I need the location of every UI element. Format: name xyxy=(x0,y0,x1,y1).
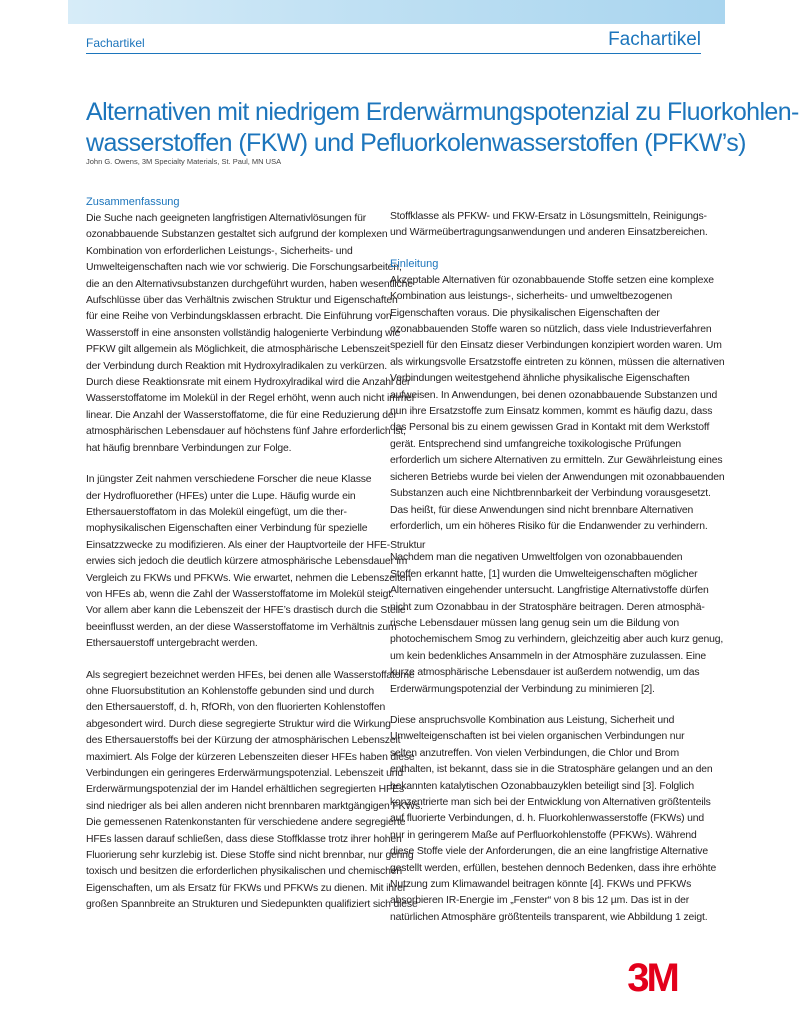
text-line: Alternativen eingehender untersucht. Langfristige Alternativstoffe dürfen xyxy=(390,585,709,597)
text-line: Durch diese Reaktionsrate mit einem Hydroxylradikal wird die Anzahl der xyxy=(86,377,411,389)
text-line: Kombination von erforderlichen Leistungs-, Sicherheits- und xyxy=(86,245,353,257)
text-line: PFKW gilt allgemein als Möglichkeit, die atmosphärische Lebenszeit xyxy=(86,344,390,356)
text-line: gerät. Entsprechend sind umfangreiche toxikologische Prüfungen xyxy=(390,438,682,450)
text-line: maximiert. Als Folge der kürzeren Lebenszeiten dieser HFEs haben diese xyxy=(86,751,415,763)
text-line: ozonabbauenden Stoffe waren so nützlich, dass viele Industrieverfahren xyxy=(390,324,712,336)
text-line: Verbindungen weitestgehend ähnliche physikalische Eigenschaften xyxy=(390,373,690,385)
text-line: nun ihre Ersatzstoffe zum Einsatz kommen, kommt es häufig dazu, dass xyxy=(390,406,713,418)
right-column xyxy=(390,209,725,941)
text-line: das Personal bis zu einem gewissen Grad in Kontakt mit dem Werkstoff xyxy=(390,422,710,434)
text-line: Stoffklasse als PFKW- und FKW-Ersatz in Lösungsmitteln, Reinigungs- xyxy=(390,211,707,222)
text-line: selten anzutreffen. Von vielen Verbindungen, die Chlor und Brom xyxy=(390,747,680,759)
text-line: Nutzung zum Klimawandel beitragen könnte [4]. FKWs und PFKWs xyxy=(390,879,692,891)
text-line: hat häufig brennbare Verbindungen zur Folge. xyxy=(86,442,292,454)
text-line: bekannten katalytischen Ozonabbauzyklen beteiligt sind [3]. Folglich xyxy=(390,780,695,792)
text-line: Nachdem man die negativen Umweltfolgen von ozonabbauenden xyxy=(390,552,683,564)
text-line: Eigenschaften voraus. Die physikalischen Eigenschaften der xyxy=(390,307,660,319)
text-line: sicheren Betriebs wurde bei vielen der Anwendungen mit ozonabbauenden xyxy=(390,471,725,483)
text-line: der Verbindung durch Reaktion mit Hydroxylradikalen zu verkürzen. xyxy=(86,360,387,372)
paragraph xyxy=(86,668,423,914)
text-line: Substanzen auch eine Nichtbrennbarkeit der Verbindung vorausgesetzt. xyxy=(390,488,711,500)
text-line: und Wärmeübertragungsanwendungen und anderen Einsatzbereichen. xyxy=(390,227,708,239)
text-line: Ethersauerstoffatom in das Molekül eingefügt, um die ther- xyxy=(86,506,347,518)
text-line: Die Suche nach geeigneten langfristigen Alternativlösungen für xyxy=(86,213,367,224)
text-line: Stoffen erkannt hatte, [1] wurden die Umwelteigenschaften möglicher xyxy=(390,568,698,580)
title-line: wasserstoffen (FKW) und Pefluorkolenwasserstoffen (PFKW’s) xyxy=(86,129,746,157)
text-line: den Ethersauerstoff, d. h, RfORh, von den fluorierten Kohlenstoffen xyxy=(86,702,386,714)
text-line: konzentrierte man sich bei der Entwicklung von Alternativen größtenteils xyxy=(390,797,711,808)
author-line: John G. Owens, 3M Specialty Materials, St. Paul, MN USA xyxy=(86,157,282,166)
text-line: ozonabbauende Substanzen gestaltet sich aufgrund der komplexen xyxy=(86,229,388,241)
text-line: speziell für den Einsatz dieser Verbindungen konzipiert worden waren. Um xyxy=(390,340,722,352)
text-line: Kombination aus leistungs-, sicherheits- und umweltbezogenen xyxy=(390,291,673,303)
text-line: großen Spannbreite an Strukturen und Siedepunkten qualifiziert sich diese xyxy=(86,899,418,911)
text-line: von HFEs ab, wenn die Zahl der Wasserstoffatome im Molekül steigt. xyxy=(86,588,394,600)
text-line: diese Stoffe viele der Anforderungen, die an eine langfristige Alternative xyxy=(390,846,708,858)
text-line: Einsatzzwecke zu modifizieren. Als einer der Hauptvorteile der HFE-Struktur xyxy=(86,539,426,551)
text-line: natürlichen Atmosphäre größtenteils transparent, wie Abbildung 1 zeigt. xyxy=(390,911,708,923)
text-line: HFEs lassen darauf schließen, dass diese Stoffklasse trotz ihrer hohen xyxy=(86,833,402,845)
header-section-label-right: Fachartikel xyxy=(608,29,701,50)
text-line: die an den Alternativsubstanzen durchgeführt wurden, haben wesentliche xyxy=(86,278,413,290)
text-line: In jüngster Zeit nahmen verschiedene Forscher die neue Klasse xyxy=(86,474,372,486)
text-line: Umwelteigenschaften nach wie vor schwierig. Die Forschungsarbeiten, xyxy=(86,262,402,274)
text-line: Fluorierung sehr kurzlebig ist. Diese Stoffe sind nicht brennbar, nur gering xyxy=(86,850,414,862)
text-line: enthalten, ist bekannt, dass sie in die Stratosphäre gelangen und an den xyxy=(390,764,713,776)
text-line: Verbindungen ein geringeres Erderwärmungspotenzial. Lebenszeit und xyxy=(86,768,404,779)
text-line: des Ethersauerstoffs bei der Kürzung der atmosphärischen Lebenszeit xyxy=(86,735,401,747)
text-line: Akzeptable Alternativen für ozonabbauende Stoffe setzen eine komplexe xyxy=(390,274,714,286)
text-line: absorbieren IR-Energie im „Fenster“ von 8 bis 12 µm. Das ist in der xyxy=(390,895,690,907)
text-line: Die gemessenen Ratenkonstanten für verschiedene andere segregierte xyxy=(86,817,406,829)
paragraph xyxy=(390,273,725,536)
top-color-band xyxy=(68,0,725,24)
section-heading-summary: Zusammenfassung xyxy=(86,196,180,208)
text-line: Wasserstoff in eine ansonsten vollständig halogenierte Verbindung wie xyxy=(86,327,401,339)
text-line: erforderlich um sichere Alternativen zu ermitteln. Zur Gewährleistung eines xyxy=(390,455,723,467)
text-line: Eigenschaften, um als Ersatz für FKWs und PFKWs zu dienen. Mit ihrer xyxy=(86,882,407,894)
text-line: atmosphärischen Lebensdauer auf höchstens fünf Jahre erforderlich ist, xyxy=(86,426,406,438)
text-line: um kein bedenkliches Ansammeln in der Atmosphäre zuzulassen. Eine xyxy=(390,650,707,662)
paragraph xyxy=(390,550,724,698)
text-line: Ethersauerstoff untergebracht werden. xyxy=(86,638,258,650)
article-title xyxy=(86,97,799,159)
text-line: beeinflusst werden, an der diese Wasserstoffatome im Verhältnis zum xyxy=(86,621,397,633)
right-column-paragraphs xyxy=(390,273,725,926)
text-line: Erderwärmungspotenzial der Verbindung zu minimieren [2]. xyxy=(390,683,655,695)
text-line: abgesondert wird. Durch diese segregierte Struktur wird die Wirkung xyxy=(86,718,391,730)
text-line: Vor allem aber kann die Lebenszeit der HFE’s drastisch durch die Stelle xyxy=(86,605,406,617)
right-intro-paragraph xyxy=(390,209,708,242)
header-divider xyxy=(86,53,701,54)
text-line: sind niedriger als bei allen anderen nicht brennbaren marktgängigen FKWs. xyxy=(86,800,423,812)
text-line: erwies sich jedoch die deutlich kürzere atmosphärische Lebensdauer im xyxy=(86,556,408,568)
text-line: nicht zum Ozonabbau in der Stratosphäre beitragen. Deren atmosphä- xyxy=(390,601,705,613)
section-heading-introduction: Einleitung xyxy=(390,257,439,270)
text-line: Vergleich zu FKWs und PFKWs. Wie erwartet, nehmen die Lebenszeiten xyxy=(86,572,412,584)
3m-logo-text: 3M xyxy=(627,956,677,1000)
text-line: gestellt werden, erfüllen, bestehen dennoch Bedenken, dass ihre erhöhte xyxy=(390,862,717,874)
text-line: mophysikalischen Eigenschaften einer Verbindung für spezielle xyxy=(86,523,368,535)
text-line: Wasserstoffatome im Molekül in der Regel erhöht, wenn auch nicht immer xyxy=(86,393,416,405)
text-line: nur in geringerem Maße auf Perfluorkohlenstoffe (PFKWs). Während xyxy=(390,829,697,841)
text-line: photochemischem Smog zu verhindern, gleichzeitig aber auch kurz genug, xyxy=(390,634,724,646)
text-line: Umwelteigenschaften ist bei vielen organischen Verbindungen nur xyxy=(390,731,685,743)
3m-logo xyxy=(613,956,691,1000)
header-section-label-left: Fachartikel xyxy=(86,36,145,50)
text-line: kurze atmosphärische Lebensdauer ist außerdem notwendig, um das xyxy=(390,667,700,679)
text-line: rische Lebensdauer müssen lang genug sein um die Bildung von xyxy=(390,617,680,629)
paragraph xyxy=(390,713,717,926)
text-line: aufweisen. In Anwendungen, bei denen ozonabbauende Substanzen und xyxy=(390,389,718,401)
text-line: für eine Reihe von Verbindungsklassen erbracht. Die Einführung von xyxy=(86,311,392,323)
text-line: Aufschlüsse über das Verhältnis zwischen Struktur und Eigenschaften xyxy=(86,295,398,307)
text-line: als wirkungsvolle Ersatzstoffe eintreten zu können, müssen die alternativen xyxy=(390,356,725,368)
text-line: auf fluorierte Verbindungen, d. h. Fluorkohlenwasserstoffe (FKWs) und xyxy=(390,813,705,825)
text-line: erforderlich, um ein höheres Risiko für die Endanwender zu verhindern. xyxy=(390,520,708,532)
title-line: Alternativen mit niedrigem Erderwärmungspotenzial zu Fluorkohlen- xyxy=(86,98,799,126)
text-line: toxisch und besitzen die erforderlichen physikalischen und chemischen xyxy=(86,866,402,878)
text-line: Als segregiert bezeichnet werden HFEs, bei denen alle Wasserstoffatome xyxy=(86,669,415,681)
text-line: ohne Fluorsubstitution an Kohlenstoffe gebunden sind und durch xyxy=(86,685,375,697)
text-line: Erderwärmungspotenzial der im Handel erhältlichen segregierten HFEs xyxy=(86,784,404,796)
text-line: Das heißt, für diese Anwendungen sind nicht brennbare Alternativen xyxy=(390,504,694,516)
text-line: Diese anspruchsvolle Kombination aus Leistung, Sicherheit und xyxy=(390,714,675,726)
text-line: linear. Die Anzahl der Wasserstoffatome, die für eine Reduzierung der xyxy=(86,409,397,421)
paragraph xyxy=(86,472,426,652)
text-line: der Hydrofluorether (HFEs) unter die Lupe. Häufig wurde ein xyxy=(86,490,356,502)
